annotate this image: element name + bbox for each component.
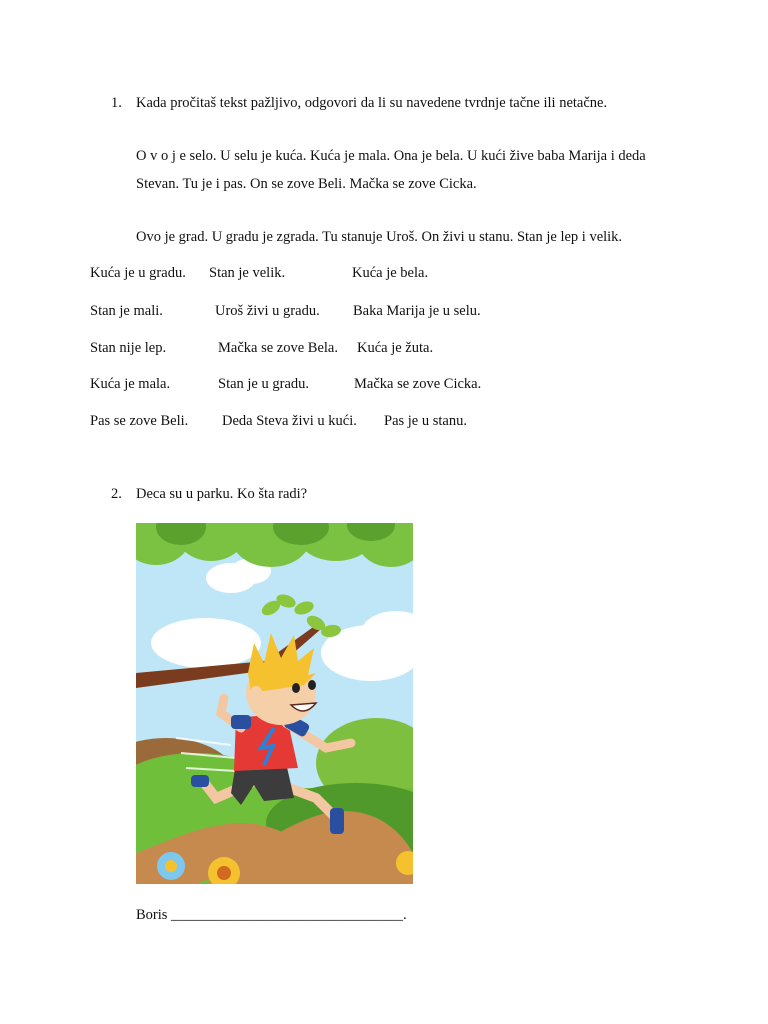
task-1-instruction: Kada pročitaš tekst pažljivo, odgovori da li su navedene tvrdnje tačne ili netačne. bbox=[136, 95, 608, 111]
statement: Pas se zove Beli. bbox=[90, 413, 189, 429]
running-boy-illustration bbox=[136, 523, 413, 884]
statement: Stan je mali. bbox=[90, 303, 163, 319]
task-2-number: 2. bbox=[111, 486, 122, 502]
statement: Mačka se zove Cicka. bbox=[354, 376, 482, 392]
statement: Stan nije lep. bbox=[90, 340, 167, 356]
paragraph-city: Ovo je grad. U gradu je zgrada. Tu stanuje Uroš. On živi u stanu. Stan je lep i velik. bbox=[136, 229, 623, 245]
statement: Kuća je mala. bbox=[90, 376, 171, 392]
task-2-question: Deca su u parku. Ko šta radi? bbox=[136, 486, 308, 502]
statement: Pas je u stanu. bbox=[384, 413, 467, 429]
statement: Mačka se zove Bela. bbox=[218, 340, 338, 356]
statement: Deda Steva živi u kući. bbox=[222, 413, 357, 429]
statement: Baka Marija je u selu. bbox=[353, 303, 481, 319]
statement: Stan je u gradu. bbox=[218, 376, 310, 392]
statement: Kuća je žuta. bbox=[357, 340, 434, 356]
paragraph-village-line-2: Stevan. Tu je i pas. On se zove Beli. Mačka se zove Cicka. bbox=[136, 176, 477, 192]
statement: Uroš živi u gradu. bbox=[215, 303, 320, 319]
paragraph-village-line-1: O v o j e selo. U selu je kuća. Kuća je mala. Ona je bela. U kući žive baba Marija i deda bbox=[136, 148, 646, 164]
statement: Kuća je u gradu. bbox=[90, 265, 186, 281]
answer-line-boris[interactable]: Boris ________________________________. bbox=[136, 907, 407, 923]
statement: Kuća je bela. bbox=[352, 265, 429, 281]
task-1-number: 1. bbox=[111, 95, 122, 111]
statement: Stan je velik. bbox=[209, 265, 286, 281]
